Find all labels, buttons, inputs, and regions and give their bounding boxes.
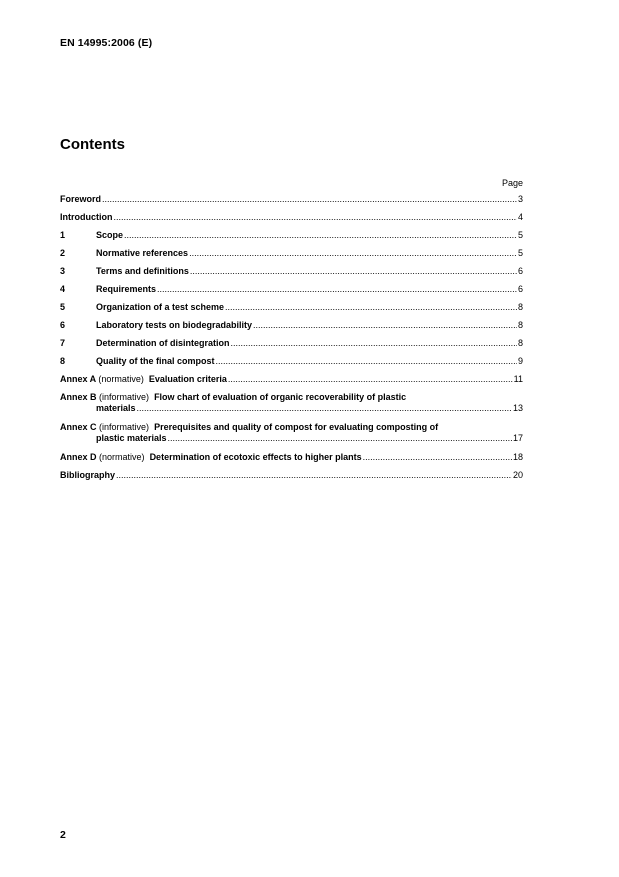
toc-entry-title: Requirements <box>96 284 157 294</box>
annex-kind: (informative) <box>99 392 150 402</box>
dot-leader <box>228 374 513 385</box>
dot-leader <box>157 284 517 295</box>
document-header: EN 14995:2006 (E) <box>60 37 153 49</box>
dot-leader <box>190 266 517 277</box>
toc-entry-page: 17 <box>512 433 523 443</box>
toc-entry-number: 5 <box>60 302 66 312</box>
dot-leader <box>168 433 512 444</box>
dot-leader <box>114 212 517 223</box>
annex-title-continued: materials <box>96 403 136 413</box>
toc-entry-title-line <box>60 392 523 403</box>
toc-entry-number: 3 <box>60 266 66 276</box>
dot-leader <box>216 356 517 367</box>
toc-entry-title: Terms and definitions <box>96 266 189 276</box>
annex-reference: Annex C <box>60 422 97 432</box>
toc-entry-title: Bibliography <box>60 470 116 480</box>
page-number: 2 <box>60 829 66 841</box>
toc-entry-page: 9 <box>517 356 523 366</box>
toc-entry-title: Foreword <box>60 194 102 204</box>
toc-entry-foreword[interactable] <box>60 194 523 212</box>
annex-reference: Annex A <box>60 374 96 384</box>
annex-kind: (normative) <box>98 374 144 384</box>
dot-leader <box>116 470 512 481</box>
toc-entry-determination-of-disintegration[interactable] <box>60 338 523 356</box>
toc-entry-page: 11 <box>513 374 523 384</box>
toc-entry-annex-b[interactable] <box>60 392 523 417</box>
dot-leader <box>363 452 512 463</box>
toc-entry-number: 2 <box>60 248 66 258</box>
toc-entry-number: 8 <box>60 356 66 366</box>
toc-entry-title: Laboratory tests on biodegradability <box>96 320 253 330</box>
dot-leader <box>102 194 517 205</box>
toc-entry-page: 8 <box>517 338 523 348</box>
toc-entry-page: 13 <box>512 403 523 413</box>
toc-entry-requirements[interactable] <box>60 284 523 302</box>
toc-entry-annex-a[interactable] <box>60 374 523 392</box>
toc-entry-title: Organization of a test scheme <box>96 302 225 312</box>
toc-entry-page: 18 <box>512 452 523 462</box>
annex-title: Determination of ecotoxic effects to higher plants <box>149 452 362 462</box>
toc-entry-title <box>60 452 362 463</box>
toc-entry-number: 7 <box>60 338 66 348</box>
toc-entry-annex-c[interactable] <box>60 422 523 447</box>
toc-entry-quality-of-final-compost[interactable] <box>60 356 523 374</box>
dot-leader <box>253 320 517 331</box>
toc-entry-title: Introduction <box>60 212 113 222</box>
toc-entry-number: 4 <box>60 284 66 294</box>
dot-leader <box>137 403 512 414</box>
dot-leader <box>124 230 517 241</box>
toc-entry-title <box>60 374 227 385</box>
dot-leader <box>189 248 517 259</box>
toc-entry-organization-of-test-scheme[interactable] <box>60 302 523 320</box>
page-column-label: Page <box>501 178 523 188</box>
toc-entry-number: 6 <box>60 320 66 330</box>
toc-entry-page: 5 <box>517 248 523 258</box>
toc-entry-normative-references[interactable] <box>60 248 523 266</box>
toc-entry-page: 5 <box>517 230 523 240</box>
annex-kind: (normative) <box>99 452 145 462</box>
toc-entry-scope[interactable] <box>60 230 523 248</box>
toc-entry-page: 6 <box>517 266 523 276</box>
dot-leader <box>231 338 517 349</box>
toc-entry-title: Normative references <box>96 248 189 258</box>
toc-entry-introduction[interactable] <box>60 212 523 230</box>
toc-entry-page: 3 <box>517 194 523 204</box>
dot-leader <box>225 302 517 313</box>
toc-entry-laboratory-tests[interactable] <box>60 320 523 338</box>
toc-entry-title-line <box>60 422 523 433</box>
toc-entry-title: Quality of the final compost <box>96 356 215 366</box>
annex-reference: Annex B <box>60 392 97 402</box>
annex-title: Flow chart of evaluation of organic recoverability of plastic <box>154 392 407 402</box>
table-of-contents <box>60 194 523 488</box>
annex-reference: Annex D <box>60 452 97 462</box>
annex-kind: (informative) <box>99 422 150 432</box>
toc-entry-title: Determination of disintegration <box>96 338 230 348</box>
toc-entry-terms-and-definitions[interactable] <box>60 266 523 284</box>
toc-entry-page: 20 <box>512 470 523 480</box>
annex-title: Prerequisites and quality of compost for evaluating composting of <box>154 422 439 432</box>
toc-entry-page: 6 <box>517 284 523 294</box>
annex-title-continued: plastic materials <box>96 433 167 443</box>
toc-entry-annex-d[interactable] <box>60 452 523 470</box>
toc-entry-title: Scope <box>96 230 124 240</box>
toc-entry-page: 8 <box>517 302 523 312</box>
toc-entry-bibliography[interactable] <box>60 470 523 488</box>
contents-heading: Contents <box>60 136 125 153</box>
annex-title: Evaluation criteria <box>148 374 227 384</box>
toc-entry-page: 4 <box>517 212 523 222</box>
toc-entry-number: 1 <box>60 230 66 240</box>
toc-entry-page: 8 <box>517 320 523 330</box>
